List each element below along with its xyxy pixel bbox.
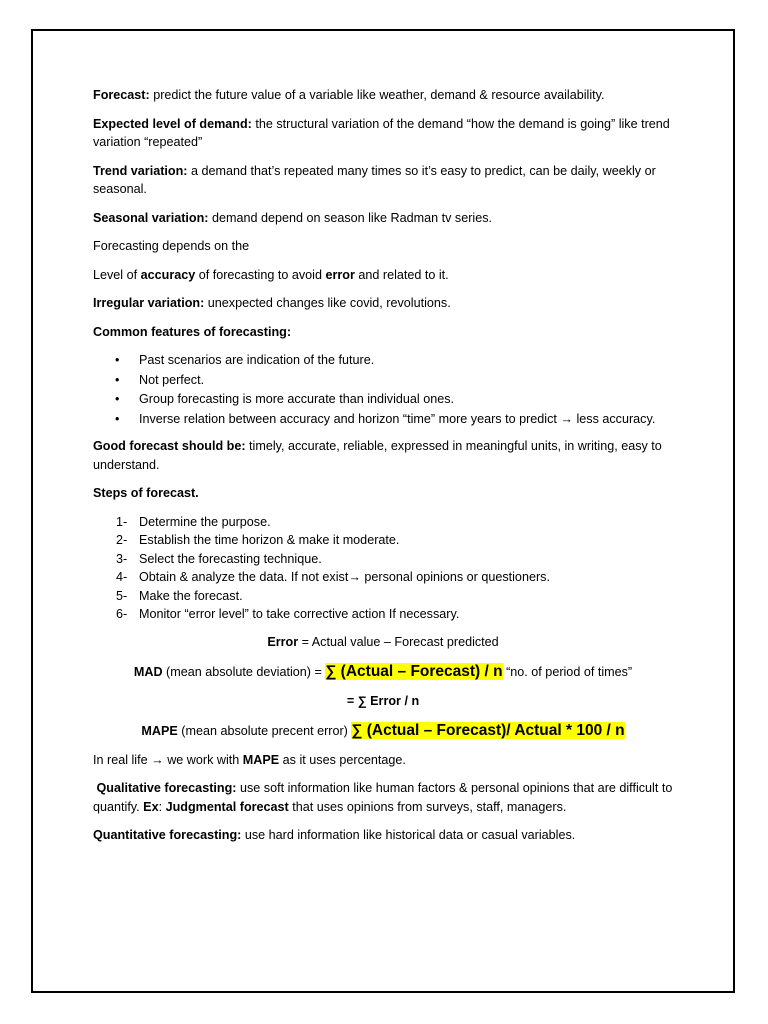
qualitative-definition: Qualitative forecasting: use soft information like human factors & personal opinions that are difficult to quantify. Ex: Judgmental forecast that uses opinions from surveys, staff, managers. xyxy=(93,781,673,814)
seasonal-variation-definition: Seasonal variation: demand depend on season like Radman tv series. xyxy=(93,210,493,225)
list-item: • Inverse relation between accuracy and horizon “time” more years to predict → less accuracy. xyxy=(93,410,673,429)
error-formula: Error = Actual value – Forecast predicted xyxy=(267,634,499,649)
irregular-variation-definition: Irregular variation: unexpected changes like covid, revolutions. xyxy=(93,296,451,310)
accuracy-line: Level of accuracy of forecasting to avoid error and related to it. xyxy=(93,267,449,282)
bullet-icon: • xyxy=(115,353,120,367)
bullet-icon: • xyxy=(115,372,120,387)
bullet-icon: • xyxy=(115,392,120,406)
mad-highlight: ∑ (Actual – Forecast) / n xyxy=(325,663,503,680)
steps-heading: Steps of forecast. xyxy=(93,486,199,500)
list-item: 3- Select the forecasting technique. xyxy=(116,551,322,566)
forecast-definition: Forecast: predict the future value of a variable like weather, demand & resource availability. xyxy=(93,88,605,102)
mad-formula: MAD (mean absolute deviation) = ∑ (Actual – Forecast) / n “no. of period of times” xyxy=(133,663,633,680)
list-item: • Group forecasting is more accurate than individual ones. xyxy=(93,390,673,409)
good-forecast-definition: Good forecast should be: timely, accurate, reliable, expressed in meaningful units, in writing, easy to understand. xyxy=(93,439,662,472)
list-item: 6- Monitor “error level” to take corrective action If necessary. xyxy=(116,607,460,621)
mape-formula: MAPE (mean absolute precent error) ∑ (Actual – Forecast)/ Actual * 100 / n xyxy=(141,722,625,739)
features-list xyxy=(93,351,673,428)
steps-list xyxy=(93,513,673,624)
list-item: • Past scenarios are indication of the future. xyxy=(93,351,673,370)
quantitative-definition: Quantitative forecasting: use hard information like historical data or casual variables. xyxy=(93,828,576,842)
list-item: 1- Determine the purpose. xyxy=(116,514,271,529)
bullet-icon: • xyxy=(115,411,120,426)
forecasting-depends: Forecasting depends on the xyxy=(93,239,250,253)
list-item: 5- Make the forecast. xyxy=(116,588,243,603)
document-body xyxy=(93,86,673,855)
features-heading: Common features of forecasting: xyxy=(93,324,292,339)
list-item: 2- Establish the time horizon & make it moderate. xyxy=(116,533,400,547)
mape-highlight: ∑ (Actual – Forecast)/ Actual * 100 / n xyxy=(351,722,625,739)
mad-error-formula: = ∑ Error / n xyxy=(346,693,420,708)
list-item: 4- Obtain & analyze the data. If not exist→ personal opinions or questioners. xyxy=(116,570,550,584)
expected-demand-definition: Expected level of demand: the structural variation of the demand “how the demand is going” like trend variation “repeated” xyxy=(93,116,670,149)
trend-variation-definition: Trend variation: a demand that’s repeated many times so it’s easy to predict, can be daily, weekly or seasonal. xyxy=(93,163,656,196)
list-item: • Not perfect. xyxy=(93,371,673,390)
real-life-note: In real life → we work with MAPE as it uses percentage. xyxy=(93,752,406,767)
